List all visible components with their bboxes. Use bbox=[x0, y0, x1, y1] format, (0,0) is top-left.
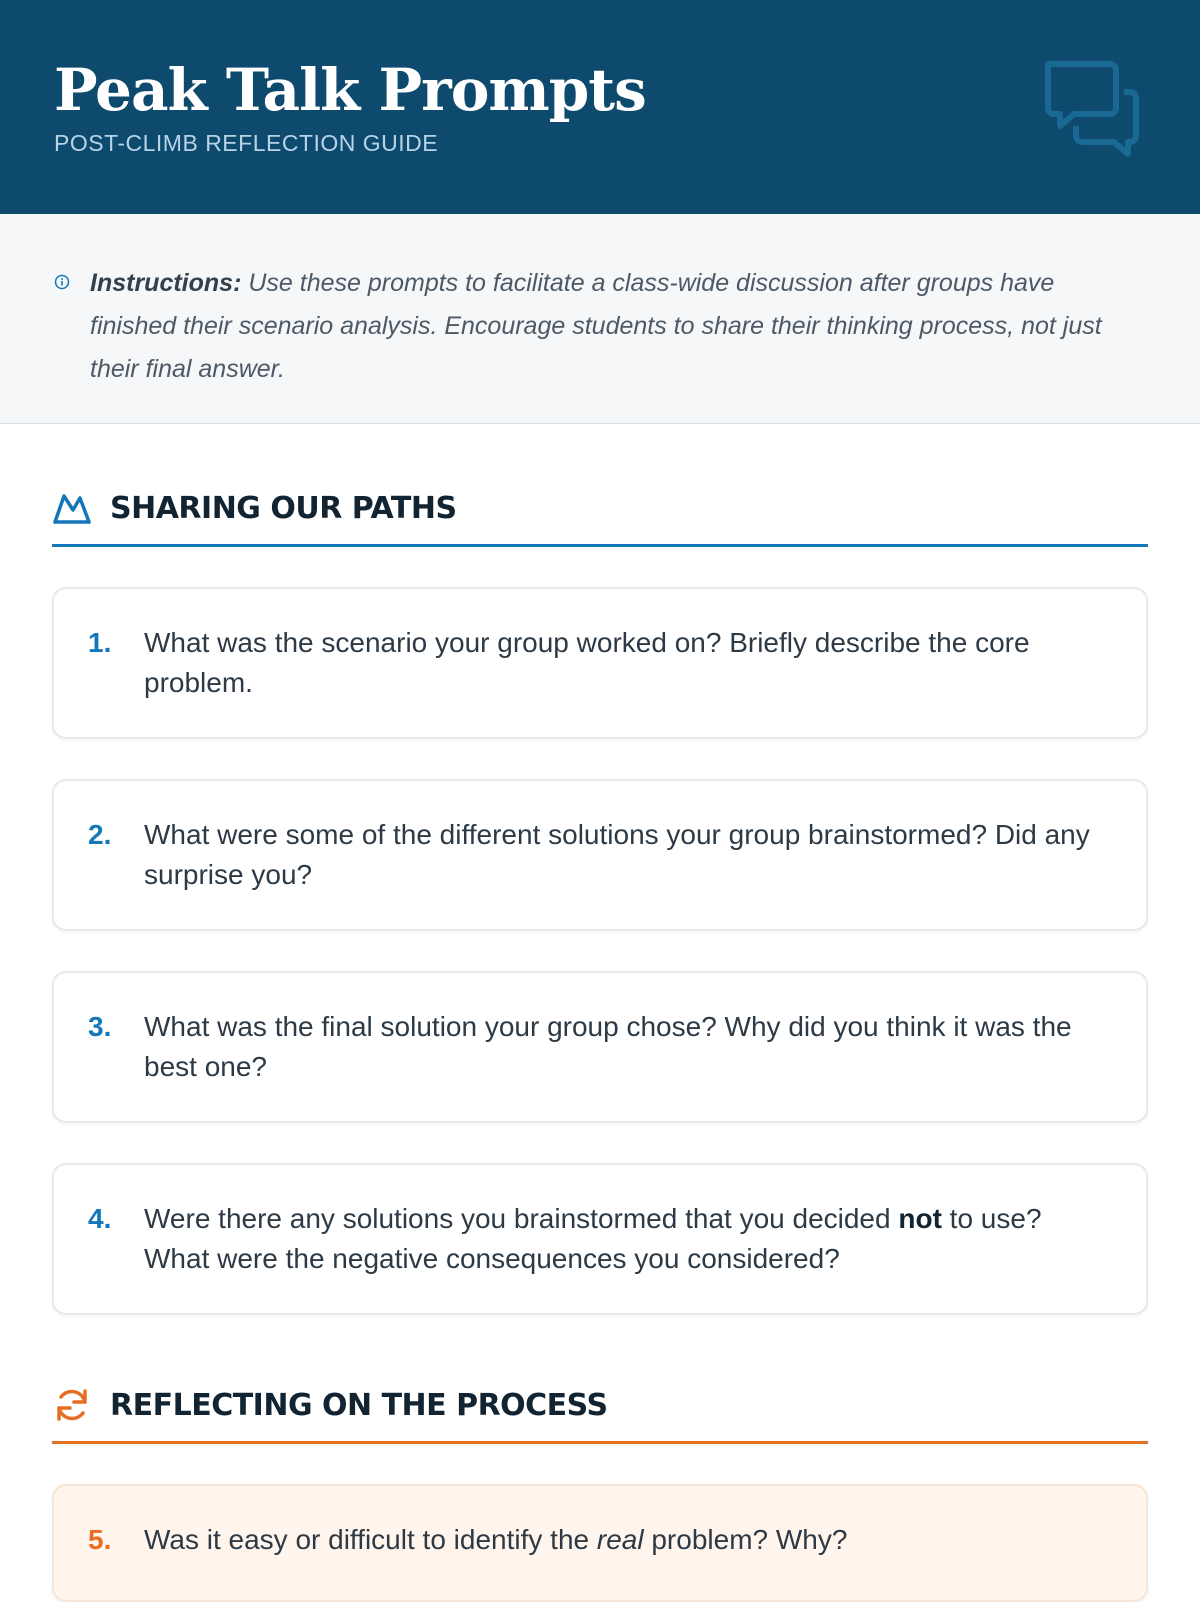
prompt-text-part: Were there any solutions you brainstormed that you decided bbox=[144, 1203, 899, 1234]
prompt-text-part: problem? Why? bbox=[643, 1524, 848, 1555]
chat-bubbles-icon bbox=[1040, 56, 1144, 160]
prompt-text-emphasis: not bbox=[898, 1203, 942, 1234]
page-subtitle: POST-CLIMB REFLECTION GUIDE bbox=[54, 130, 439, 156]
refresh-icon bbox=[52, 1385, 92, 1425]
prompt-text-part: What was the final solution your group chose? Why did you think it was the best one? bbox=[144, 1011, 1072, 1082]
prompt-text-part: Was it easy or difficult to identify the bbox=[144, 1524, 597, 1555]
prompt-number: 1. bbox=[88, 627, 112, 658]
section-sharing-our-paths bbox=[0, 480, 1200, 1315]
page-header bbox=[0, 0, 1200, 214]
prompt-card-4 bbox=[52, 1163, 1148, 1315]
instructions-body: Use these prompts to facilitate a class-wide discussion after groups have finished their scenario analysis. Encourage students to share their thinking process, not just their final answer. bbox=[90, 269, 1102, 383]
prompt-card-3 bbox=[52, 971, 1148, 1123]
prompt-card-5 bbox=[52, 1484, 1148, 1602]
prompt-text bbox=[144, 1520, 847, 1566]
prompt-text bbox=[144, 623, 1110, 703]
prompt-number: 2. bbox=[88, 819, 112, 850]
section-reflecting-on-the-process bbox=[0, 1377, 1200, 1602]
prompt-text-part: to use? What were the negative consequences you considered? bbox=[144, 1203, 1042, 1274]
prompt-text bbox=[144, 1199, 1110, 1279]
info-icon bbox=[54, 274, 70, 290]
prompt-text bbox=[144, 815, 1110, 895]
prompt-text-part: What were some of the different solutions your group brainstormed? Did any surprise you? bbox=[144, 819, 1090, 890]
prompt-number: 3. bbox=[88, 1011, 112, 1042]
instructions-text bbox=[90, 262, 1146, 391]
prompt-number: 5. bbox=[88, 1524, 112, 1555]
mountain-icon bbox=[52, 488, 92, 528]
prompt-text bbox=[144, 1007, 1110, 1087]
instructions-panel bbox=[0, 214, 1200, 424]
prompt-text-emphasis: real bbox=[596, 1524, 644, 1555]
page-title: Peak Talk Prompts bbox=[54, 56, 646, 124]
prompt-card-2 bbox=[52, 779, 1148, 931]
instructions-label: Instructions: bbox=[90, 269, 242, 297]
prompt-card-1 bbox=[52, 587, 1148, 739]
prompt-number: 4. bbox=[88, 1203, 112, 1234]
section-header bbox=[52, 480, 1148, 547]
section-title: REFLECTING ON THE PROCESS bbox=[110, 1387, 608, 1423]
prompt-text-part: What was the scenario your group worked on? Briefly describe the core problem. bbox=[144, 627, 1030, 698]
section-title: SHARING OUR PATHS bbox=[110, 490, 457, 526]
section-header bbox=[52, 1377, 1148, 1444]
